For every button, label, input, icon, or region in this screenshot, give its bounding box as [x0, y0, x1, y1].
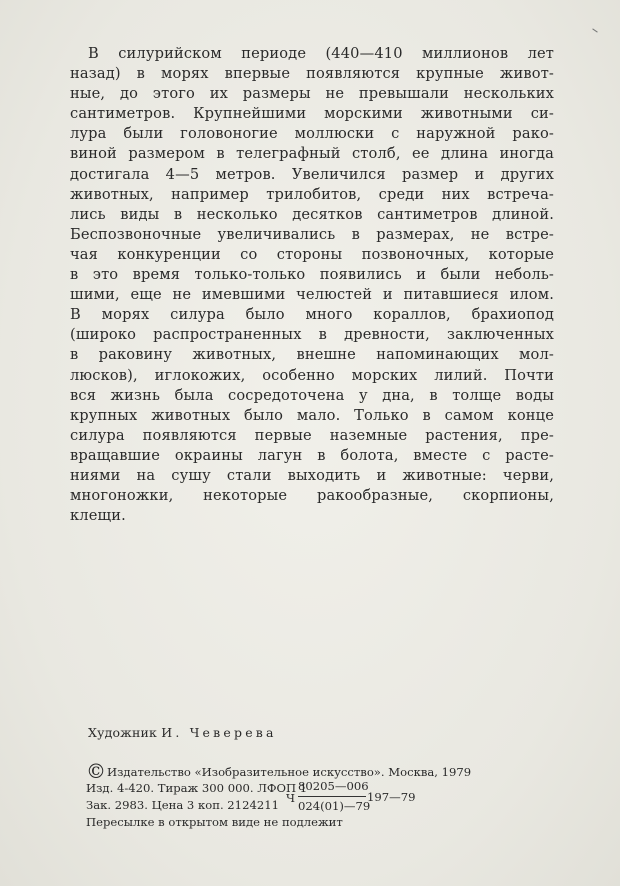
index-letter: Ч — [286, 791, 295, 805]
publisher-text: Издательство «Изобразительное искусство». Москва, 1979 — [107, 765, 472, 779]
text-line: лура были головоногие моллюски с наружной рако- — [70, 125, 554, 143]
text-line: шими, еще не имевшими челюстей и питавшиеся илом. — [70, 286, 554, 304]
index-numerator: 80205—006 — [298, 779, 369, 793]
text-line: вся жизнь была сосредоточена у дна, в толще воды — [70, 386, 554, 404]
text-line: (широко распространенных в древности, заключенных — [70, 326, 554, 344]
index-tail: 197—79 — [367, 790, 416, 804]
imprint-publisher-line — [86, 759, 516, 783]
artist-credit — [88, 725, 277, 740]
copyright-icon: © — [86, 759, 106, 783]
text-line: ниями на сушу стали выходить и животные: черви, — [70, 466, 554, 484]
paper-mark — [592, 28, 597, 32]
text-line: виной размером в телеграфный столб, ее длина иногда — [70, 145, 554, 163]
artist-name: И. Чеверева — [161, 725, 277, 740]
text-line: животных, например трилобитов, среди них встреча- — [70, 185, 554, 203]
text-line: вращавшие окраины лагун в болота, вместе с расте- — [70, 446, 554, 464]
index-denominator: 024(01)—79 — [298, 799, 371, 813]
text-line: В морях силура было много кораллов, брахиопод — [70, 306, 554, 324]
text-line: силура появляются первые наземные растения, пре- — [70, 426, 554, 444]
text-line: достигала 4—5 метров. Увеличился размер и других — [70, 165, 554, 183]
text-line: в это время только-только появились и были неболь- — [70, 266, 554, 284]
text-line: люсков), иглокожих, особенно морских лилий. Почти — [70, 366, 554, 384]
text-line: клещи. — [70, 507, 126, 525]
index-fraction-rule — [298, 796, 366, 797]
text-line: в раковину животных, внешне напоминающих мол- — [70, 346, 554, 364]
text-line: В силурийском периоде (440—410 миллионов лет — [88, 45, 554, 62]
text-line: Беспозвоночные увеличивались в размерах, не встре- — [70, 225, 554, 243]
imprint-postal-line: Пересылке в открытом виде не подлежит — [86, 815, 343, 829]
main-text — [70, 44, 554, 526]
text-line: крупных животных было мало. Только в самом конце — [70, 406, 554, 424]
imprint-edition-line: Изд. 4-420. Тираж 300 000. ЛФОП 1 — [86, 781, 308, 795]
text-line: сантиметров. Крупнейшими морскими животными си- — [70, 105, 554, 123]
text-line: многоножки, некоторые ракообразные, скорпионы, — [70, 487, 554, 505]
text-line: ные, до этого их размеры не превышали нескольких — [70, 85, 554, 103]
imprint — [86, 759, 516, 831]
text-line: лись виды в несколько десятков сантиметров длиной. — [70, 205, 554, 223]
text-line: назад) в морях впервые появляются крупные живот- — [70, 65, 554, 83]
artist-label: Художник — [88, 725, 158, 740]
text-line: чая конкуренции со стороны позвоночных, которые — [70, 245, 554, 263]
imprint-order-line: Зак. 2983. Цена 3 коп. 2124211 — [86, 798, 279, 812]
